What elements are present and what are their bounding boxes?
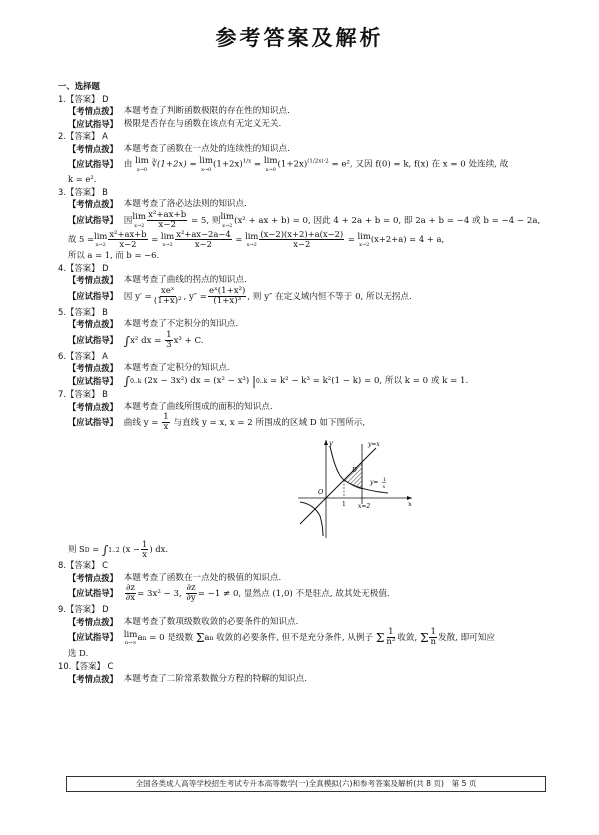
question-7-point: 【考情点拨】 本题考查了曲线所围成的面积的知识点. <box>68 401 273 412</box>
question-9-guide: 【应试指导】 lim n→∞ an = 0 是级数 Σan 收敛的必要条件, 但不是充分条件, 从例子 Σ $\frac{1}{\text{n²}}$ 收敛, Σ $\frac{1}{n}$ 发散, 即可知应 <box>68 627 496 647</box>
region-d-graph <box>296 436 416 540</box>
question-8-answer: 8.【答案】 C <box>58 560 109 570</box>
question-1-answer: 1.【答案】 D <box>58 93 109 104</box>
question-2-answer: 2.【答案】 A <box>58 131 108 141</box>
question-2-guide: 【应试指导】 由 lim x→0 ∛(1+2x) = lim x→0 $(1+2x)^{1/x}$ = lim x→0 $(1+2x)^{(1/2x)\cdot 2} = e^2$, 又因 f(0) = k, f(x) 在 x = 0 处连续, 故 <box>68 156 509 173</box>
question-2-point: 【考情点拨】 本题考查了函数在一点处的连续性的知识点. <box>68 143 290 154</box>
question-7-guide: 【应试指导】 曲线 y = $\frac{1}{x}$ 与直线 y = x, x = 2 所围成的区域 D 如下图所示, <box>68 412 366 432</box>
question-6-guide: 【应试指导】 ∫0..k (2x − 3x²) dx = (x² − x³) |0..k = k² − k³ = k²(1 − k) = 0, 所以 k = 0 或 k = 1. <box>68 373 469 388</box>
question-9-answer: 9.【答案】 D <box>58 604 109 614</box>
question-6-answer: 6.【答案】 A <box>58 350 108 361</box>
question-3-guide-line3: 所以 a = 1, 而 b = −6. <box>68 249 160 260</box>
question-2-guide-cont: k = e². <box>68 173 97 184</box>
question-8-point: 【考情点拨】 本题考查了函数在一点处的极值的知识点. <box>68 572 282 583</box>
question-1-point: 【考情点拨】 本题考查了判断函数极限的存在性的知识点. <box>68 106 290 116</box>
question-3-answer: 3.【答案】 B <box>58 186 108 197</box>
question-5-point: 【考情点拨】 本题考查了不定积分的知识点. <box>68 319 239 329</box>
svg-text:x: x <box>408 500 412 508</box>
question-5-answer: 5.【答案】 B <box>58 306 108 317</box>
hyperbola-left <box>300 502 323 536</box>
svg-text:x: x <box>382 484 386 490</box>
question-6-point: 【考情点拨】 本题考查了定积分的知识点. <box>68 363 230 373</box>
svg-text:x=2: x=2 <box>358 503 371 510</box>
question-10-point: 【考情点拨】 本题考查了二阶常系数微分方程的特解的知识点. <box>68 673 307 684</box>
question-4-guide: 【应试指导】 因 y′ = xeˣ (1+x)² , y″ = $\frac{\text{eˣ(1+x²)}}{\text{(1+x)³}}$ , 则 y″ 在定义域内恒不等于 0, 所以无拐点. <box>68 285 412 306</box>
question-4-point: 【考情点拨】 本题考查了曲线的拐点的知识点. <box>68 275 247 285</box>
question-5-guide: 【应试指导】 ∫x² dx = $\frac{1}{3}$ x³ + C. <box>68 329 204 350</box>
answer-content <box>58 80 544 685</box>
svg-text:1: 1 <box>342 501 346 508</box>
svg-text:1: 1 <box>383 477 387 483</box>
svg-text:D: D <box>352 467 357 474</box>
question-4-answer: 4.【答案】 D <box>58 262 109 273</box>
question-10-answer: 10.【答案】 C <box>58 661 114 671</box>
section-heading: 一、选择题 <box>58 81 100 91</box>
question-7-answer: 7.【答案】 B <box>58 389 108 399</box>
page-title: 参考答案及解析 <box>215 26 384 50</box>
region-figure <box>58 436 544 540</box>
question-1-guide: 【应试指导】 极限是否存在与函数在该点有无定义无关. <box>68 118 282 129</box>
svg-text:y: y <box>329 439 333 447</box>
svg-text:y=x: y=x <box>368 441 380 448</box>
question-3-point: 【考情点拨】 本题考查了洛必达法则的知识点. <box>68 199 247 209</box>
question-7-area-formula: 则 SD = ∫1..2 (x − $\frac{1}{x}$ ) dx. <box>68 539 169 559</box>
question-3-guide: 【应试指导】 因 lim x→2 $\frac{\text{x²+ax+b}}{x-2}$ = 5, 则 lim x→2 (x² + ax + b) = 0, 因此 4 + 2a + b = 0, 即 2a + b = −4 或 b = −4 − 2a, <box>68 209 541 230</box>
line-y-equals-x <box>300 448 379 524</box>
question-3-guide-line2: 故 5 = lim x→2 $\frac{\text{x²+ax+b}}{x-2}$ = lim x→2 $\frac{\text{x²+ax−2a−4}}{x-2}$ = lim x→2 $\frac{(x-2)(x+2)+a(x-2)}{x-2}$ = lim x→2 (x+2+a) = 4 + a, <box>68 228 445 249</box>
question-9-guide-cont: 选 D. <box>68 648 89 658</box>
svg-text:O: O <box>318 488 324 496</box>
question-9-point: 【考情点拨】 本题考查了数项级数收敛的必要条件的知识点. <box>68 616 299 627</box>
question-8-guide: 【应试指导】 $\frac{\partial z}{\partial x}$ = 3x² − 3, $\frac{\partial z}{\partial y}$ = −1 ≠ 0, 显然点 (1,0) 不是驻点, 故其处无极值. <box>68 583 390 603</box>
page-footer: 全国各类成人高等学校招生考试专升本高等数学(一)全真模拟(六)和参考答案及解析(共 8 页) 第 5 页 <box>66 776 546 792</box>
svg-text:y=: y= <box>370 479 379 486</box>
